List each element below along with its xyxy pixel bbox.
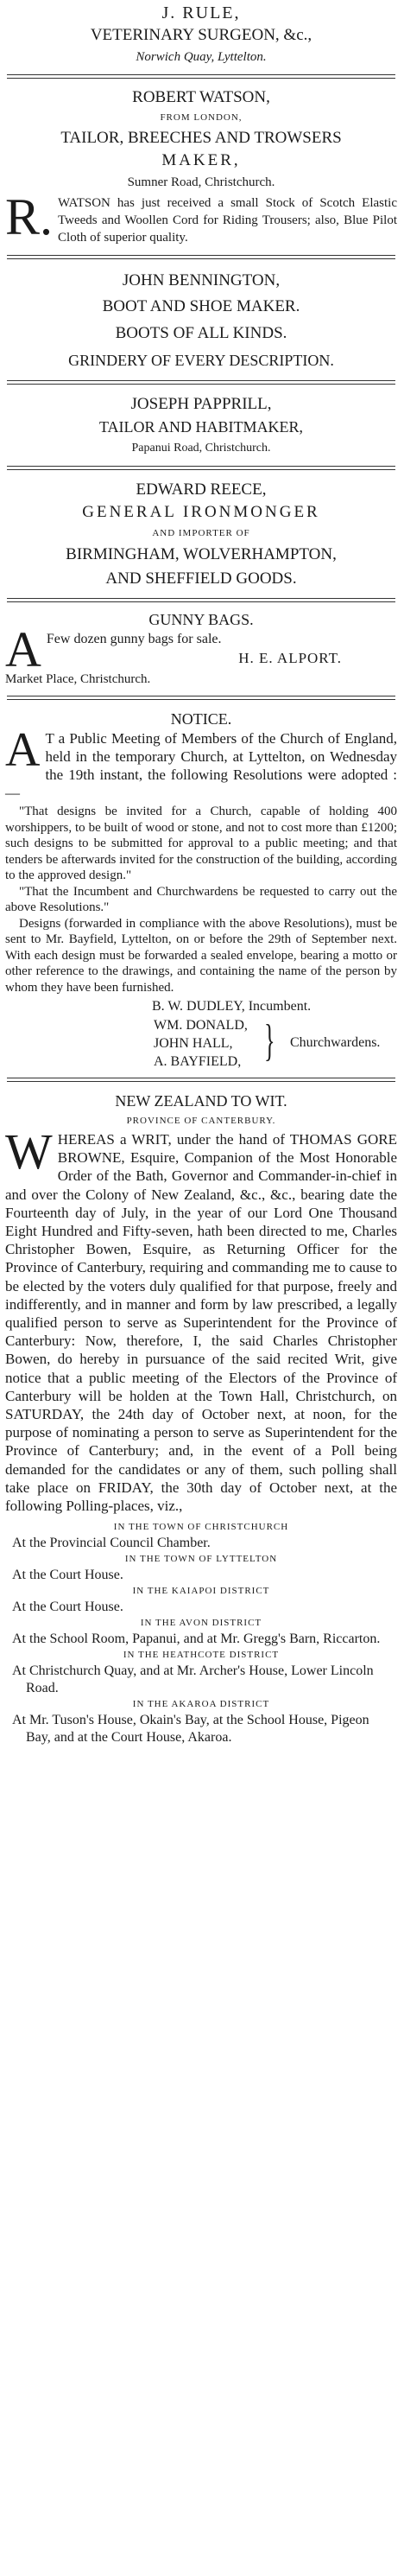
polling-location: At the School Room, Papanui, and at Mr. Gregg's Barn, Riccarton. <box>12 1631 381 1647</box>
polling-place <box>5 1648 397 1697</box>
ad-gunny-text: Few dozen gunny bags for sale. <box>46 632 222 646</box>
ad-watson-initial: R. <box>5 188 54 245</box>
polling-location: At the Provincial Council Chamber. <box>12 1536 211 1551</box>
polling-district: IN THE AKAROA DISTRICT <box>132 1699 270 1710</box>
ad-notice-sig2: WM. DONALD, <box>154 1018 248 1033</box>
polling-place <box>5 1616 397 1648</box>
polling-district: IN THE KAIAPOI DISTRICT <box>132 1586 270 1597</box>
ad-watson-trade2: MAKER, <box>161 151 241 169</box>
ad-reece-trade: GENERAL IRONMONGER <box>82 503 320 521</box>
ad-gunny-place: Market Place, Christchurch. <box>5 672 151 686</box>
ad-reece-name: EDWARD REECE, <box>136 480 267 499</box>
ad-writ-places <box>5 1520 397 1746</box>
polling-location: At Christchurch Quay, and at Mr. Archer's House, Lower Lincoln Road. <box>12 1663 374 1696</box>
ad-rule-name: J. RULE, <box>161 3 241 22</box>
ad-notice-res2: "That the Incumbent and Churchwardens be requested to carry out the above Resolutions." <box>5 884 397 914</box>
ad-writ <box>5 1082 397 1746</box>
ad-bennington-trade: BOOT AND SHOE MAKER. <box>102 297 300 315</box>
ad-writ-title: NEW ZEALAND TO WIT. <box>115 1092 287 1110</box>
ad-writ-body-block <box>5 1123 397 1515</box>
ad-writ-initial: W <box>5 1123 53 1180</box>
ad-reece-line5: AND SHEFFIELD GOODS. <box>105 569 297 588</box>
polling-district: IN THE HEATHCOTE DISTRICT <box>123 1650 280 1661</box>
ad-notice-sig1: B. W. DUDLEY, Incumbent. <box>152 999 312 1014</box>
ad-notice-wardens-block <box>5 1016 397 1071</box>
ad-papprill-trade: TAILOR AND HABITMAKER, <box>98 418 304 436</box>
ad-bennington-name: JOHN BENNINGTON, <box>122 271 281 289</box>
ad-watson-text: WATSON has just received a small Stock of Scotch Elastic Tweeds and Woollen Cord for Riding Trousers; also, Blue Pilot Cloth of superior quality. <box>58 196 397 245</box>
polling-location: At Mr. Tuson's House, Okain's Bay, at the School House, Pigeon Bay, and at the Court House, Akaroa. <box>12 1713 369 1746</box>
ad-watson-address: Sumner Road, Christchurch. <box>127 175 275 189</box>
ad-papprill-address: Papanui Road, Christchurch. <box>131 442 271 455</box>
ad-notice-wardens: Churchwardens. <box>290 1035 381 1050</box>
ad-watson-body <box>5 188 397 246</box>
ad-notice-initial: A <box>5 723 41 777</box>
ad-bennington-line3: BOOTS OF ALL KINDS. <box>115 324 287 342</box>
polling-location: At the Court House. <box>12 1568 123 1583</box>
ad-watson-from: FROM LONDON, <box>160 112 243 123</box>
ad-papprill-name: JOSEPH PAPPRILL, <box>130 395 272 413</box>
polling-district: IN THE AVON DISTRICT <box>140 1618 262 1629</box>
ad-bennington <box>5 259 397 373</box>
ad-papprill <box>5 385 397 459</box>
ad-gunny <box>5 602 397 689</box>
ad-writ-body: HEREAS a WRIT, under the hand of THOMAS GORE BROWNE, Esquire, Companion of the Most Honorable Order of the Bath, Governor and Commander-in-chief in and over the Colony of New Zealand, &c., &c., bearing date the Fourteenth day of July, in the year of our Lord One Thousand Eight Hundred and Fifty-seven, hath been directed to me, Charles Christopher Bowen, Esquire, as Returning Officer for the Province of Canterbury, requiring and commanding me to cause to be elected by the voters duly qualified for that purpose, freely and indifferently, and in manner and form by law prescribed, a legally qualified person to serve as Superintendent for the Province of Canterbury: Now, therefore, I, the said Charles Christopher Bowen, do hereby in pursuance of the said recited Writ, give notice that a public meeting of the Electors of the Province of Canterbury will be holden at the Town Hall, Christchurch, on SATURDAY, the 24th day of October next, at noon, for the purpose of nominating a person to serve as Superintendent for the Province of Canterbury; and, in the event of a Poll being demanded for the candidates or any of them, such polling shall take place on FRIDAY, the 30th day of October next, at the following Polling-places, viz., <box>5 1131 397 1515</box>
ad-rule-address: Norwich Quay, Lyttelton. <box>136 50 267 64</box>
ad-writ-province: PROVINCE OF CANTERBURY. <box>126 1116 276 1126</box>
ad-notice-intro-block <box>5 723 397 802</box>
ad-notice-sig4: A. BAYFIELD, <box>154 1054 242 1069</box>
polling-district: IN THE TOWN OF CHRISTCHURCH <box>113 1522 289 1533</box>
ad-bennington-line4: GRINDERY OF EVERY DESCRIPTION. <box>68 352 334 369</box>
ad-watson-trade1: TAILOR, BREECHES AND TROWSERS <box>60 129 342 147</box>
ad-reece-importer: AND IMPORTER OF <box>152 528 250 538</box>
ad-notice-intro: T a Public Meeting of Members of the Church of England, held in the temporary Church, at Lyttelton, on Wednesday the 19th instant, the following Resolutions were adopted :— <box>5 730 397 801</box>
ad-gunny-body <box>5 621 397 689</box>
ad-gunny-signer: H. E. ALPORT. <box>238 650 342 666</box>
polling-place <box>5 1584 397 1616</box>
ad-rule <box>5 0 397 67</box>
ad-gunny-initial: A <box>5 621 41 677</box>
polling-location: At the Court House. <box>12 1600 123 1615</box>
ad-watson <box>5 79 397 193</box>
polling-place <box>5 1520 397 1552</box>
brace-icon: } <box>264 1016 275 1065</box>
ad-notice-title: NOTICE. <box>170 710 232 728</box>
ad-rule-title: VETERINARY SURGEON, &c., <box>90 26 312 44</box>
ad-notice <box>5 700 397 1071</box>
ad-notice-res1: "That designs be invited for a Church, capable of holding 400 worshippers, to be built of wood or stone, and not to cost more than £1200; such designs to be submitted for approval to a public meeting; and that tenders be afterwards invited for the construction of the building, according to the approved design." <box>5 805 397 882</box>
ad-watson-name: ROBERT WATSON, <box>132 88 270 106</box>
ad-gunny-title: GUNNY BAGS. <box>148 611 254 628</box>
ad-notice-para: Designs (forwarded in compliance with the above Resolutions), must be sent to Mr. Bayfield, Lyttelton, on or before the 29th of September next. With each design must be forwarded a sealed envelope, bearing a motto or other reference to the drawings, and containing the name of the person by whom they have been furnished. <box>5 916 397 995</box>
polling-place <box>5 1697 397 1746</box>
ad-reece <box>5 470 397 591</box>
polling-district: IN THE TOWN OF LYTTELTON <box>124 1554 278 1565</box>
ad-notice-sig3: JOHN HALL, <box>154 1036 233 1051</box>
polling-place <box>5 1552 397 1584</box>
ad-reece-line4: BIRMINGHAM, WOLVERHAMPTON, <box>66 545 337 563</box>
